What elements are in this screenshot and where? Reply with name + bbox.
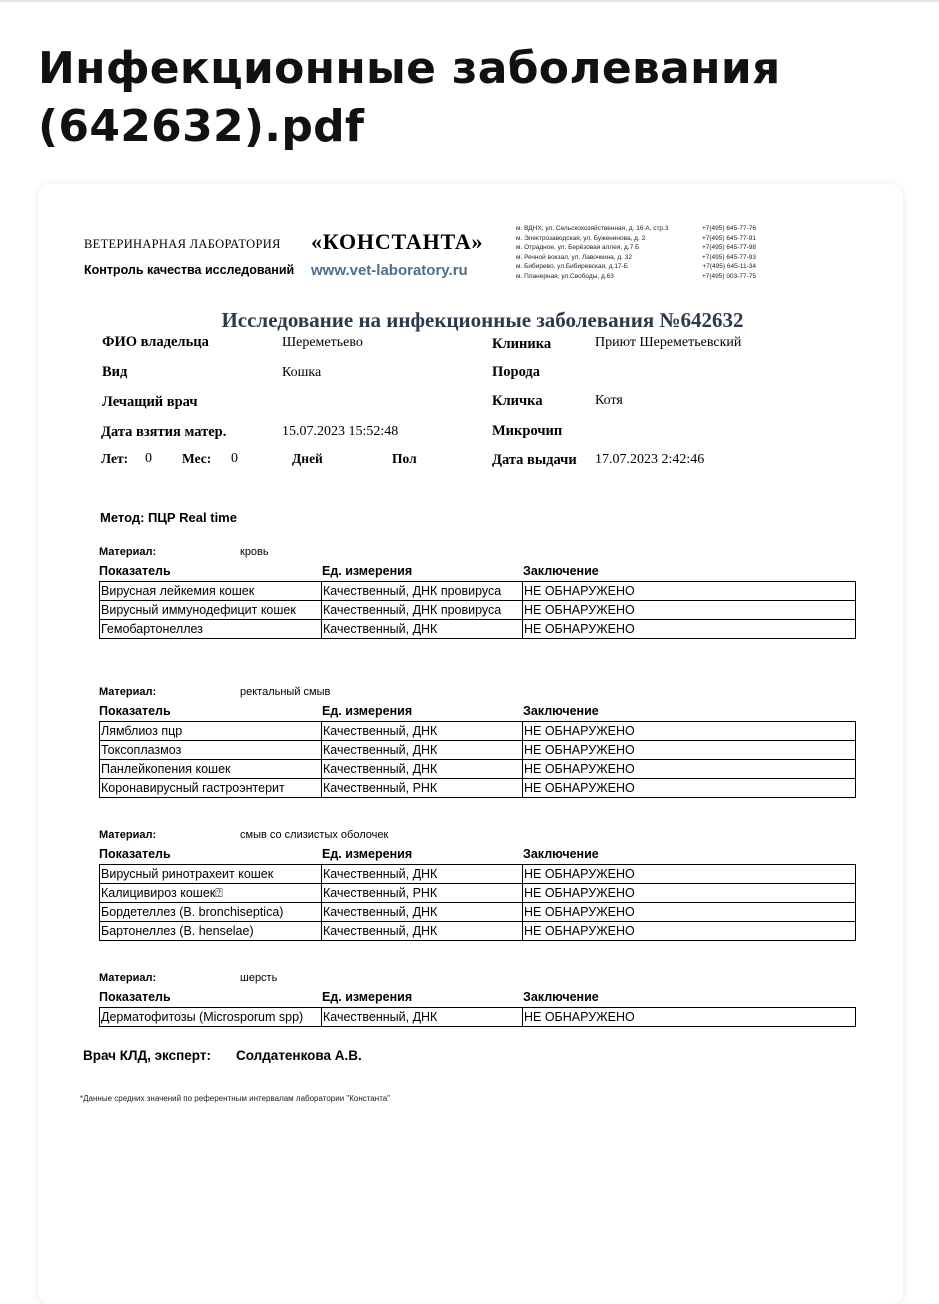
material-section [99,686,855,798]
results-table [99,581,856,639]
microchip-label: Микрочип [492,423,563,439]
conclusion-cell: НЕ ОБНАРУЖЕНО [523,741,856,760]
material-row [99,829,855,847]
species-label: Вид [102,364,128,380]
sex-label: Пол [392,451,417,466]
unit-cell: Качественный, ДНК [322,760,523,779]
material-value: смыв со слизистых оболочек [240,829,389,841]
months-value: 0 [231,451,238,466]
conclusion-cell: НЕ ОБНАРУЖЕНО [523,760,856,779]
lab-address: м. Электрозаводская, ул. Буженинова, д. 2 [516,234,646,242]
expert-name: Солдатенкова А.В. [236,1048,362,1063]
lab-address-line [516,253,756,263]
material-row [99,686,855,704]
lab-phone: +7(495) 645-77-91 [701,234,756,242]
table-row [100,779,856,798]
table-row [100,601,856,620]
indicator-cell: Вирусный иммунодефицит кошек [100,601,322,620]
material-label: Материал: [99,546,157,558]
method-label: Метод: ПЦР Real time [100,510,237,525]
table-row [100,922,856,941]
issue-date-value: 17.07.2023 2:42:46 [595,452,705,467]
lab-address-line [516,234,756,244]
indicator-cell: Гемобартонеллез [100,620,322,639]
header-unit: Ед. измерения [322,990,413,1004]
lab-phone: +7(495) 645-77-98 [701,244,756,251]
indicator-cell: Лямблиоз пцр [100,722,322,741]
header-indicator: Показатель [99,990,171,1004]
lab-url: www.vet-laboratory.ru [311,262,468,279]
issue-date-label: Дата выдачи [492,452,577,468]
lab-address: м. ВДНХ, ул. Сельскохозяйственная, д. 16 А, стр.3 [516,225,669,232]
clinic-label: Клиника [492,336,552,352]
header-indicator: Показатель [99,704,171,718]
material-section [99,546,855,639]
unit-cell: Качественный, ДНК провируса [322,601,523,620]
lab-prefix: ВЕТЕРИНАРНАЯ ЛАБОРАТОРИЯ [84,237,281,251]
table-row [100,760,856,779]
header-conclusion: Заключение [523,847,599,861]
table-row [100,884,856,903]
material-value: кровь [240,546,269,558]
conclusion-cell: НЕ ОБНАРУЖЕНО [523,903,856,922]
footnote: *Данные средних значений по референтным интервалам лаборатории "Константа" [80,1094,391,1103]
header-conclusion: Заключение [523,704,599,718]
table-row [100,620,856,639]
header-indicator: Показатель [99,847,171,861]
conclusion-cell: НЕ ОБНАРУЖЕНО [523,1008,856,1027]
indicator-cell: Вирусная лейкемия кошек [100,582,322,601]
table-header [99,704,855,721]
unit-cell: Качественный, ДНК [322,722,523,741]
breed-label: Порода [492,364,541,380]
conclusion-cell: НЕ ОБНАРУЖЕНО [523,922,856,941]
species-value: Кошка [282,365,322,380]
unit-cell: Качественный, РНК [322,884,523,903]
lab-phone: +7(495) 645-77-93 [701,253,756,261]
material-row [99,972,855,990]
material-label: Материал: [99,686,157,698]
material-value: шерсть [240,972,278,984]
lab-name: «КОНСТАНТА» [311,229,484,254]
table-row [100,582,856,601]
material-row [99,546,855,564]
lab-address-line [516,224,756,234]
days-label: Дней [292,451,323,466]
header-unit: Ед. измерения [322,704,413,718]
results-table [99,1007,856,1027]
table-header [99,990,855,1007]
document-title: Инфекционные заболевания (642632).pdf [38,43,781,152]
unit-cell: Качественный, ДНК [322,1008,523,1027]
sample-date-label: Дата взятия матер. [101,424,227,440]
unit-cell: Качественный, ДНК [322,903,523,922]
lab-phone: +7(495) 645-77-76 [701,225,756,232]
indicator-cell: Бордетеллез (B. bronchiseptica) [100,903,322,922]
results-table [99,864,856,941]
lab-phone: +7(495) 645-11-34 [702,263,756,270]
indicator-cell: Дерматофитозы (Microsporum spp) [100,1008,322,1027]
lab-address-line [516,262,756,272]
unit-cell: Качественный, ДНК [322,620,523,639]
study-title: Исследование на инфекционные заболевания №642632 [221,308,744,332]
top-divider [0,0,939,2]
expert-label: Врач КЛД, эксперт: [83,1048,211,1063]
indicator-cell: Бартонеллез (B. henselae) [100,922,322,941]
sample-date-value: 15.07.2023 15:52:48 [282,424,399,439]
lab-address-line [516,243,756,253]
conclusion-cell: НЕ ОБНАРУЖЕНО [523,779,856,798]
owner-value: Шереметьево [282,335,363,350]
header-indicator: Показатель [99,564,171,578]
indicator-cell: Токсоплазмоз [100,741,322,760]
header-unit: Ед. измерения [322,564,413,578]
table-row [100,865,856,884]
indicator-cell: Коронавирусный гастроэнтерит [100,779,322,798]
clinic-value: Приют Шереметьевский [595,335,742,350]
conclusion-cell: НЕ ОБНАРУЖЕНО [523,601,856,620]
table-row [100,722,856,741]
conclusion-cell: НЕ ОБНАРУЖЕНО [523,884,856,903]
material-label: Материал: [99,972,157,984]
lab-address: м. Речной вокзал, ул. Лавочкина, д. 32 [516,253,633,261]
pdf-page [38,184,903,1304]
results-table [99,721,856,798]
material-section [99,972,855,1027]
unit-cell: Качественный, ДНК [322,865,523,884]
lab-address-list [516,224,756,281]
unit-cell: Качественный, ДНК [322,741,523,760]
nickname-label: Кличка [492,393,543,409]
nickname-value: Котя [595,393,623,408]
header-conclusion: Заключение [523,564,599,578]
lab-address-line [516,272,756,282]
conclusion-cell: НЕ ОБНАРУЖЕНО [523,620,856,639]
conclusion-cell: НЕ ОБНАРУЖЕНО [523,722,856,741]
months-label: Мес: [182,451,212,466]
table-row [100,903,856,922]
table-header [99,564,855,581]
table-row [100,1008,856,1027]
lab-phone: +7(495) 003-77-75 [701,272,756,280]
indicator-cell: Вирусный ринотрахеит кошек [100,865,322,884]
table-row [100,741,856,760]
material-label: Материал: [99,829,157,841]
indicator-cell: Калицивироз кошек⍰ [100,884,322,903]
unit-cell: Качественный, ДНК провируса [322,582,523,601]
conclusion-cell: НЕ ОБНАРУЖЕНО [523,582,856,601]
doctor-label: Лечащий врач [102,394,198,410]
lab-subtitle: Контроль качества исследований [84,263,295,277]
conclusion-cell: НЕ ОБНАРУЖЕНО [523,865,856,884]
years-label: Лет: [101,451,129,466]
lab-address: м. Планерная, ул.Свободы, д.63 [516,272,614,280]
table-header [99,847,855,864]
unit-cell: Качественный, ДНК [322,922,523,941]
owner-label: ФИО владельца [102,334,209,350]
lab-address: м. Отрадное, ул. Берёзовая аллея, д.7 Б [516,244,640,251]
years-value: 0 [145,451,152,466]
header-conclusion: Заключение [523,990,599,1004]
unit-cell: Качественный, РНК [322,779,523,798]
indicator-cell: Панлейкопения кошек [100,760,322,779]
material-section [99,829,855,941]
header-unit: Ед. измерения [322,847,413,861]
lab-address: м. Бибирево, ул.Бибиревская, д.17-Б [516,263,628,270]
material-value: ректальный смыв [240,686,331,698]
